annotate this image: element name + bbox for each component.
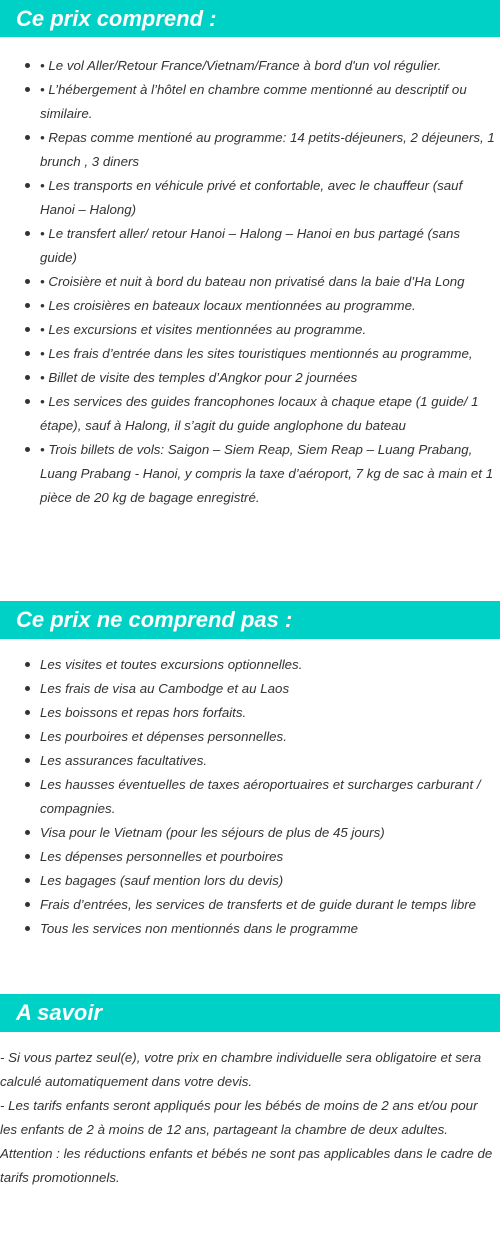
section-ce-prix-ne-comprend-pas bbox=[0, 601, 500, 941]
list-item: Tous les services non mentionnés dans le programme bbox=[20, 917, 500, 941]
included-list bbox=[0, 54, 500, 510]
list-item: Les pourboires et dépenses personnelles. bbox=[20, 725, 500, 749]
list-item: • Le vol Aller/Retour France/Vietnam/France à bord d'un vol régulier. bbox=[20, 54, 500, 78]
list-item: Les bagages (sauf mention lors du devis) bbox=[20, 869, 500, 893]
list-item: • Billet de visite des temples d’Angkor pour 2 journées bbox=[20, 366, 500, 390]
list-item: • Les excursions et visites mentionnées au programme. bbox=[20, 318, 500, 342]
list-item: Les hausses éventuelles de taxes aéroportuaires et surcharges carburant / compagnies. bbox=[20, 773, 500, 821]
section-title: Ce prix comprend : bbox=[0, 0, 500, 37]
info-paragraph: Attention : les réductions enfants et bébés ne sont pas applicables dans le cadre de tarifs promotionnels. bbox=[0, 1146, 493, 1185]
list-item: • Les frais d’entrée dans les sites touristiques mentionnés au programme, bbox=[20, 342, 500, 366]
list-item: Les frais de visa au Cambodge et au Laos bbox=[20, 677, 500, 701]
list-item: Les visites et toutes excursions optionnelles. bbox=[20, 653, 500, 677]
list-item: Frais d’entrées, les services de transferts et de guide durant le temps libre bbox=[20, 893, 500, 917]
list-item: • Les services des guides francophones locaux à chaque etape (1 guide/ 1 étape), sauf à Halong, il s’agit du guide anglophone du bateau bbox=[20, 390, 500, 438]
info-text bbox=[0, 1046, 500, 1190]
list-item: Les boissons et repas hors forfaits. bbox=[20, 701, 500, 725]
list-item: • Les croisières en bateaux locaux mentionnées au programme. bbox=[20, 294, 500, 318]
list-item: Visa pour le Vietnam (pour les séjours de plus de 45 jours) bbox=[20, 821, 500, 845]
list-item: • L’hébergement à l’hôtel en chambre comme mentionné au descriptif ou similaire. bbox=[20, 78, 500, 126]
list-item: Les assurances facultatives. bbox=[20, 749, 500, 773]
section-title: A savoir bbox=[0, 994, 500, 1032]
section-a-savoir bbox=[0, 994, 500, 1190]
list-item: • Les transports en véhicule privé et confortable, avec le chauffeur (sauf Hanoi – Halong) bbox=[20, 174, 500, 222]
section-title: Ce prix ne comprend pas : bbox=[0, 601, 500, 639]
list-item: Les dépenses personnelles et pourboires bbox=[20, 845, 500, 869]
section-ce-prix-comprend bbox=[0, 0, 500, 510]
list-item: • Trois billets de vols: Saigon – Siem Reap, Siem Reap – Luang Prabang, Luang Prabang - Hanoi, y compris la taxe d’aéroport, 7 kg de sac à main et 1 pièce de 20 kg de bagage enregistré. bbox=[20, 438, 500, 510]
list-item: • Le transfert aller/ retour Hanoi – Halong – Hanoi en bus partagé (sans guide) bbox=[20, 222, 500, 270]
excluded-list bbox=[0, 653, 500, 941]
info-paragraph: - Si vous partez seul(e), votre prix en chambre individuelle sera obligatoire et sera calculé automatiquement dans votre devis. bbox=[0, 1050, 482, 1089]
list-item: • Repas comme mentioné au programme: 14 petits-déjeuners, 2 déjeuners, 1 brunch , 3 diners bbox=[20, 126, 500, 174]
list-item: • Croisière et nuit à bord du bateau non privatisé dans la baie d’Ha Long bbox=[20, 270, 500, 294]
info-paragraph: - Les tarifs enfants seront appliqués pour les bébés de moins de 2 ans et/ou pour les enfants de 2 à moins de 12 ans, partageant la chambre de deux adultes. bbox=[0, 1098, 478, 1137]
